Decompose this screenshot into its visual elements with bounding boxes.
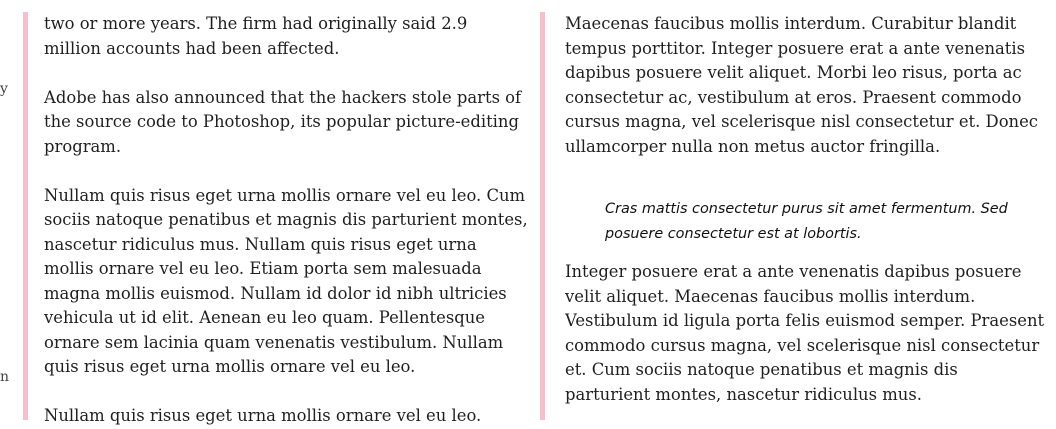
edge-text-fragment-top: y [0,81,8,97]
left-paragraph-3: Nullam quis risus eget urna mollis ornare vel eu leo. Cum sociis natoque penatibus et magnis dis parturient montes, nascetur ridiculus mus. Nullam quis risus eget urna mollis ornare vel eu leo. Etiam porta sem malesuada magna mollis euismod. Nullam id dolor id nibh ultricies vehicula ut id elit. Aenean eu leo quam. Pellentesque ornare sem lacinia quam venenatis vestibulum. Nullam quis risus eget urna mollis ornare vel eu leo. [44,185,528,376]
edge-text-fragment-bottom: n [0,369,10,385]
pull-quote: Cras mattis consectetur purus sit amet fermentum. Sed posuere consectetur est at lobortis. [605,201,1008,242]
right-column-rule [540,12,545,420]
left-column-rule [23,12,28,420]
left-paragraph-1: two or more years. The firm had originally said 2.9 million accounts had been affected. [44,14,468,58]
left-text-column [44,12,529,429]
right-text-column [565,12,1045,407]
right-paragraph-2: Integer posuere erat a ante venenatis dapibus posuere velit aliquet. Maecenas faucibus mollis interdum. Vestibulum id ligula porta felis euismod semper. Praesent commodo cursus magna, vel scelerisque nisl consectetur et. Cum sociis natoque penatibus et magnis dis parturient montes, nascetur ridiculus mus. [565,262,1045,404]
left-paragraph-2: Adobe has also announced that the hackers stole parts of the source code to Photoshop, its popular picture-editing program. [44,87,522,156]
left-paragraph-4: Nullam quis risus eget urna mollis ornare vel eu leo. [44,406,482,425]
right-paragraph-1: Maecenas faucibus mollis interdum. Curabitur blandit tempus porttitor. Integer posuere erat a ante venenatis dapibus posuere velit aliquet. Morbi leo risus, porta ac consectetur ac, vestibulum at eros. Praesent commodo cursus magna, vel scelerisque nisl consectetur et. Donec ullamcorper nulla non metus auctor fringilla. [565,14,1038,156]
